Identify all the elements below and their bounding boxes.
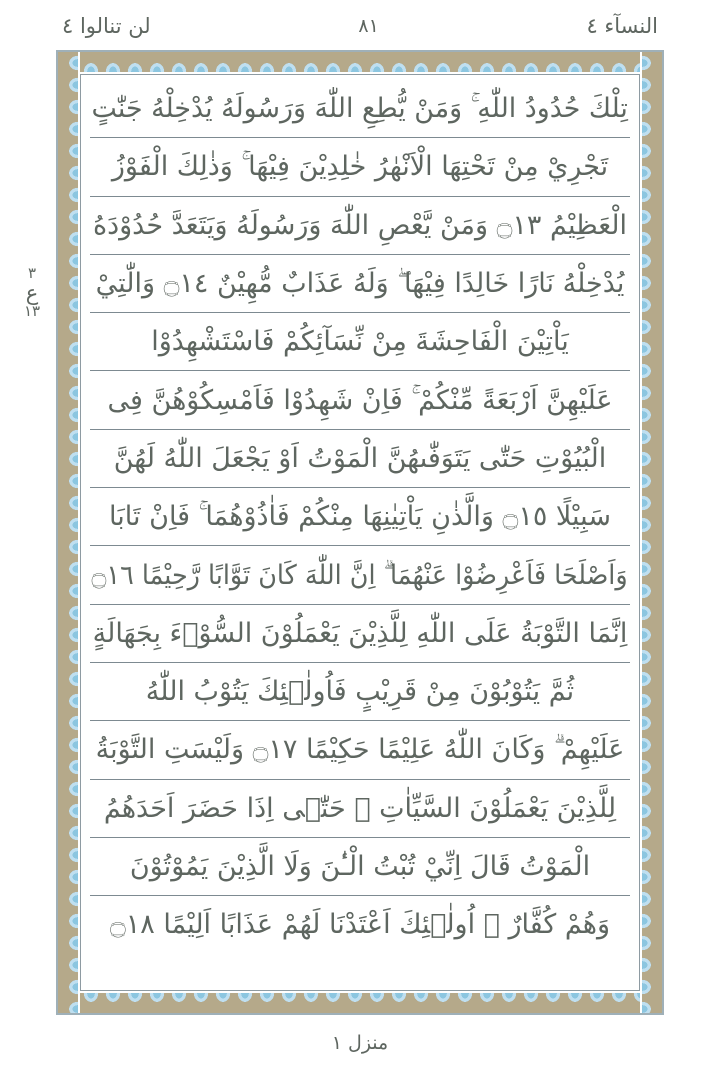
page-header [0, 6, 720, 46]
quran-line [90, 488, 630, 546]
quran-line [90, 546, 630, 604]
border-ornament-left [58, 52, 80, 1013]
juz-title: لن تنالوا ٤ [62, 13, 151, 38]
quran-line-text: يَاْتِيْنَ الْفَاحِشَةَ مِنْ نِّسَآئِكُمْ فَاسْتَشْهِدُوْا [151, 326, 569, 358]
quran-line [90, 663, 630, 721]
quran-line-text: ثُمَّ يَتُوْبُوْنَ مِنْ قَرِيْبٍ فَاُولٰۤئِكَ يَتُوْبُ اللّٰهُ [145, 676, 575, 708]
quran-line [90, 313, 630, 371]
border-ornament-right [640, 52, 662, 1013]
quran-line-text: الْعَظِيْمُ ۝١٣ وَمَنْ يَّعْصِ اللّٰهَ وَرَسُولَهُ وَيَتَعَدَّ حُدُوْدَهُ [92, 209, 628, 241]
quran-line-text: عَلَيْهِمْ ۗ وَكَانَ اللّٰهُ عَلِيْمًا حَكِيْمًا ۝١٧ وَلَيْسَتِ التَّوْبَةُ [95, 734, 625, 766]
border-ornament-top [58, 52, 662, 74]
quran-line-text: عَلَيْهِنَّ اَرْبَعَةً مِّنْكُمْ ۚ فَاِنْ شَهِدُوْا فَاَمْسِكُوْهُنَّ فِى [107, 384, 613, 416]
ornamental-page-frame [56, 50, 664, 1015]
quran-line-text: وَاَصْلَحَا فَاَعْرِضُوْا عَنْهُمَا ۗ اِنَّ اللّٰهَ كَانَ تَوَّابًا رَّحِيْمًا ۝١٦ [91, 559, 629, 591]
quran-line [90, 255, 630, 313]
manzil-label: منزل ١ [331, 1032, 389, 1054]
ruku-marker [14, 266, 50, 320]
quran-line [90, 780, 630, 838]
quran-line-text: لِلَّذِيْنَ يَعْمَلُوْنَ السَّيِّاٰتِ ۚ حَتّٰۤى اِذَا حَضَرَ اَحَدَهُمُ [103, 792, 617, 824]
quran-line [90, 838, 630, 896]
quran-line [90, 138, 630, 196]
surah-title: النسآء ٤ [586, 13, 658, 38]
quran-line [90, 80, 630, 138]
quran-line-text: تِلْكَ حُدُودُ اللّٰهِ ۚ وَمَنْ يُّطِعِ اللّٰهَ وَرَسُولَهُ يُدْخِلْهُ جَنّٰتٍ [91, 93, 629, 125]
quran-line-text: يُدْخِلْهُ نَارًا خَالِدًا فِيْهَا ۖ وَلَهُ عَذَابٌ مُّهِيْنٌ ۝١٤ وَالّٰتِيْ [95, 268, 625, 300]
quran-text-block [82, 76, 638, 989]
quran-line [90, 721, 630, 779]
quran-line-text: وَهُمْ كُفَّارٌ ۭ اُولٰۤئِكَ اَعْتَدْنَا لَهُمْ عَذَابًا اَلِيْمًا ۝١٨ [109, 909, 611, 941]
quran-line-text: الْبُيُوْتِ حَتّٰى يَتَوَفّٰىهُنَّ الْمَوْتُ اَوْ يَجْعَلَ اللّٰهُ لَهُنَّ [113, 442, 607, 474]
quran-line-text: الْمَوْتُ قَالَ اِنِّيْ تُبْتُ الْـٰٔنَ وَلَا الَّذِيْنَ يَمُوْتُوْنَ [129, 851, 591, 882]
quran-line-text: اِنَّمَا التَّوْبَةُ عَلَى اللّٰهِ لِلَّذِيْنَ يَعْمَلُوْنَ السُّوْۤءَ بِجَهَالَةٍ [92, 617, 628, 649]
border-ornament-bottom [58, 991, 662, 1013]
quran-line [90, 197, 630, 255]
page-footer [0, 1032, 720, 1054]
quran-line [90, 896, 630, 953]
quran-line [90, 430, 630, 488]
quran-line-text: تَجْرِيْ مِنْ تَحْتِهَا الْاَنْهٰرُ خٰلِدِيْنَ فِيْهَا ۚ وَذٰلِكَ الْفَوْزُ [111, 151, 609, 183]
quran-line [90, 605, 630, 663]
quran-line-text: سَبِيْلًا ۝١٥ وَالَّذٰنِ يَاْتِيٰنِهَا مِنْكُمْ فَاٰذُوْهُمَا ۚ فَاِنْ تَابَا [109, 501, 611, 533]
ruku-bottom-number: ١٣ [23, 301, 41, 320]
page-number: ٨١ [358, 15, 379, 37]
ruku-top-number: ٣ [27, 264, 37, 282]
quran-line [90, 371, 630, 429]
ruku-ain-glyph: ع [25, 280, 39, 305]
